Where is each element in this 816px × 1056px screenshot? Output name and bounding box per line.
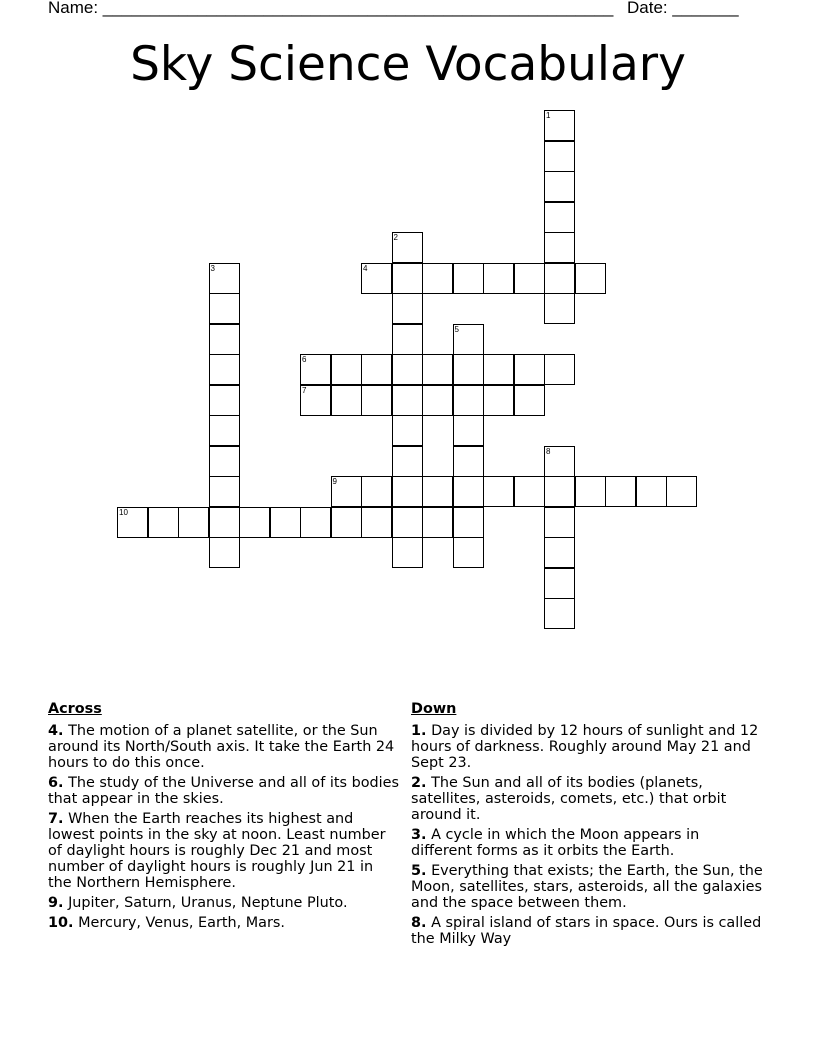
grid-cell[interactable] (514, 385, 545, 416)
grid-cell[interactable] (514, 476, 545, 507)
grid-cell[interactable] (209, 293, 240, 324)
grid-cell[interactable] (666, 476, 697, 507)
down-clue (411, 775, 763, 823)
grid-cell[interactable] (392, 385, 423, 416)
down-clue (411, 723, 763, 771)
grid-cell[interactable] (544, 446, 575, 477)
grid-cell[interactable] (392, 263, 423, 294)
grid-cell[interactable] (361, 507, 392, 538)
grid-cell[interactable] (453, 537, 484, 568)
grid-cell[interactable] (514, 263, 545, 294)
grid-cell[interactable] (544, 263, 575, 294)
grid-cell[interactable] (544, 568, 575, 599)
clue-number: 1. (411, 723, 427, 739)
clue-text: A cycle in which the Moon appears in different forms as it orbits the Earth. (411, 827, 700, 859)
grid-cell[interactable] (392, 232, 423, 263)
grid-cell[interactable] (544, 171, 575, 202)
grid-cell[interactable] (209, 385, 240, 416)
grid-cell[interactable] (361, 263, 392, 294)
grid-cell[interactable] (453, 507, 484, 538)
grid-cell[interactable] (453, 263, 484, 294)
grid-cell[interactable] (117, 507, 148, 538)
grid-cell[interactable] (361, 385, 392, 416)
grid-cell[interactable] (300, 385, 331, 416)
grid-cell[interactable] (483, 263, 514, 294)
cell-number: 10 (119, 507, 128, 517)
grid-cell[interactable] (422, 354, 453, 385)
grid-cell[interactable] (392, 324, 423, 355)
clue-text: Day is divided by 12 hours of sunlight and 12 hours of darkness. Roughly around May 21 and Sept 23. (411, 723, 759, 771)
clue-number: 2. (411, 775, 427, 791)
grid-cell[interactable] (209, 354, 240, 385)
grid-cell[interactable] (392, 293, 423, 324)
cell-number: 7 (302, 385, 307, 395)
grid-cell[interactable] (178, 507, 209, 538)
clue-text: Everything that exists; the Earth, the Sun, the Moon, satellites, stars, asteroids, all the galaxies and the space between them. (411, 863, 763, 911)
down-clue (411, 863, 763, 911)
across-clue (48, 723, 400, 771)
grid-cell[interactable] (575, 263, 606, 294)
grid-cell[interactable] (209, 324, 240, 355)
grid-cell[interactable] (392, 507, 423, 538)
name-field[interactable]: Name: ______________________________________________________ (48, 0, 614, 17)
clue-text: The study of the Universe and all of its bodies that appear in the skies. (48, 775, 400, 807)
across-clues (48, 701, 400, 935)
cell-number: 2 (393, 233, 398, 242)
down-heading: Down (411, 701, 457, 717)
down-clue (411, 915, 763, 947)
grid-cell[interactable] (544, 476, 575, 507)
clue-text: When the Earth reaches its highest and lowest points in the sky at noon. Least number of daylight hours is roughly Dec 21 and most number of daylight hours is roughly Jun 21 in the Northern Hemisphere. (48, 811, 386, 891)
clue-text: A spiral island of stars in space. Ours is called the Milky Way (411, 915, 762, 947)
grid-cell[interactable] (544, 110, 575, 141)
clue-number: 9. (48, 895, 64, 911)
clue-number: 7. (48, 811, 64, 827)
grid-cell[interactable] (209, 415, 240, 446)
grid-cell[interactable] (575, 476, 606, 507)
clue-text: The motion of a planet satellite, or the Sun around its North/South axis. It take the Earth 24 hours to do this once. (48, 723, 395, 771)
clue-number: 4. (48, 723, 64, 739)
grid-cell[interactable] (392, 415, 423, 446)
grid-cell[interactable] (636, 476, 667, 507)
grid-cell[interactable] (392, 537, 423, 568)
across-clue (48, 895, 400, 911)
grid-cell[interactable] (392, 446, 423, 477)
grid-cell[interactable] (148, 507, 179, 538)
cell-number: 5 (454, 324, 459, 334)
grid-cell[interactable] (544, 232, 575, 263)
grid-cell[interactable] (209, 507, 240, 538)
grid-cell[interactable] (483, 354, 514, 385)
clue-text: Jupiter, Saturn, Uranus, Neptune Pluto. (68, 895, 348, 911)
grid-cell[interactable] (331, 507, 362, 538)
grid-cell[interactable] (209, 537, 240, 568)
clue-number: 6. (48, 775, 64, 791)
clue-number: 10. (48, 915, 74, 931)
grid-cell[interactable] (514, 354, 545, 385)
grid-cell[interactable] (544, 141, 575, 172)
grid-cell[interactable] (544, 598, 575, 629)
grid-cell[interactable] (331, 385, 362, 416)
cell-number: 4 (363, 263, 368, 273)
across-heading: Across (48, 701, 102, 717)
grid-cell[interactable] (453, 324, 484, 355)
grid-cell[interactable] (209, 476, 240, 507)
down-clues (411, 701, 763, 951)
grid-cell[interactable] (544, 354, 575, 385)
grid-cell[interactable] (422, 263, 453, 294)
grid-cell[interactable] (544, 537, 575, 568)
grid-cell[interactable] (453, 415, 484, 446)
grid-cell[interactable] (422, 476, 453, 507)
grid-cell[interactable] (270, 507, 301, 538)
grid-cell[interactable] (331, 476, 362, 507)
grid-cell[interactable] (300, 507, 331, 538)
cell-number: 1 (546, 111, 551, 120)
cell-number: 3 (210, 263, 215, 273)
grid-cell[interactable] (361, 476, 392, 507)
cell-number: 9 (332, 477, 337, 486)
across-clue (48, 811, 400, 891)
grid-cell[interactable] (544, 507, 575, 538)
cell-number: 6 (302, 355, 307, 364)
grid-cell[interactable] (239, 507, 270, 538)
grid-cell[interactable] (422, 385, 453, 416)
clue-text: Mercury, Venus, Earth, Mars. (78, 915, 285, 931)
clue-text: The Sun and all of its bodies (planets, satellites, asteroids, comets, etc.) that orbit around it. (411, 775, 727, 823)
grid-cell[interactable] (483, 385, 514, 416)
grid-cell[interactable] (331, 354, 362, 385)
grid-cell[interactable] (544, 202, 575, 233)
grid-cell[interactable] (453, 385, 484, 416)
clue-number: 8. (411, 915, 427, 931)
grid-cell[interactable] (209, 446, 240, 477)
grid-cell[interactable] (361, 354, 392, 385)
grid-cell[interactable] (392, 354, 423, 385)
clue-number: 3. (411, 827, 427, 843)
grid-cell[interactable] (392, 476, 423, 507)
grid-cell[interactable] (422, 507, 453, 538)
across-clue (48, 915, 400, 931)
grid-cell[interactable] (544, 293, 575, 324)
down-clue (411, 827, 763, 859)
grid-cell[interactable] (453, 354, 484, 385)
grid-cell[interactable] (300, 354, 331, 385)
date-field[interactable]: Date: _______ (627, 0, 739, 17)
grid-cell[interactable] (453, 446, 484, 477)
clue-number: 5. (411, 863, 427, 879)
grid-cell[interactable] (209, 263, 240, 294)
cell-number: 8 (546, 446, 551, 456)
across-clue (48, 775, 400, 807)
page-title: Sky Science Vocabulary (130, 37, 686, 92)
grid-cell[interactable] (483, 476, 514, 507)
grid-cell[interactable] (605, 476, 636, 507)
grid-cell[interactable] (453, 476, 484, 507)
